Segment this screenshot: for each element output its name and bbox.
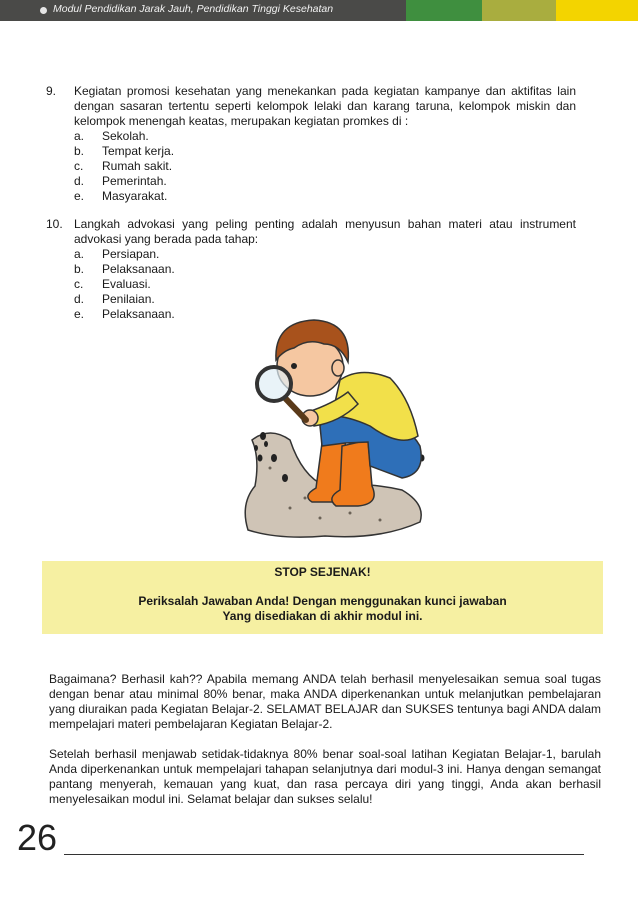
option-e: e. Masyarakat. bbox=[74, 189, 168, 203]
stop-title: STOP SEJENAK! bbox=[274, 565, 371, 579]
question-number: 10. bbox=[46, 217, 63, 231]
option-e: e. Pelaksanaan. bbox=[74, 307, 175, 321]
option-b: b. Pelaksanaan. bbox=[74, 262, 175, 276]
header-bar bbox=[0, 0, 638, 21]
stop-instruction-2: Yang disediakan di akhir modul ini. bbox=[222, 609, 423, 623]
paragraph-2: Setelah berhasil menjawab setidak-tidaknya 80% benar soal-soal latihan Kegiatan Belajar-1, barulah Anda diperkenankan untuk mempelajari tahapan selanjutnya dari modul-3 ini. Hanya dengan semangat pantang menyerah, kemauan yang kuat, dan rasa percaya diri yang tinggi, Anda akan berhasil menyelesaikan modul ini. Selamat belajar dan sukses selalu! bbox=[49, 747, 601, 806]
option-a: a. Sekolah. bbox=[74, 129, 149, 143]
question-9 bbox=[46, 84, 576, 204]
header-yellow-segment bbox=[556, 0, 638, 21]
option-b: b. Tempat kerja. bbox=[74, 144, 175, 158]
footer-divider bbox=[64, 854, 584, 855]
header-green-segment bbox=[406, 0, 482, 21]
bullet-icon bbox=[40, 7, 47, 14]
option-list bbox=[46, 129, 576, 204]
question-10 bbox=[46, 217, 576, 322]
option-a: a. Persiapan. bbox=[74, 247, 160, 261]
option-d: d. Penilaian. bbox=[74, 292, 155, 306]
question-number: 9. bbox=[46, 84, 57, 98]
boy-magnifier-illustration bbox=[230, 308, 440, 540]
header-title: Modul Pendidikan Jarak Jauh, Pendidikan Tinggi Kesehatan bbox=[53, 3, 334, 15]
question-text: Kegiatan promosi kesehatan yang menekankan pada kegiatan kampanye dan aktifitas lain dengan sasaran tertentu seperti kelompok lelaki dan karang taruna, kelompok miskin dan kelompok menengah keatas, merupakan kegiatan promkes di : bbox=[74, 84, 576, 128]
question-text: Langkah advokasi yang peling penting adalah menyusun bahan materi atau instrument advokasi yang berada pada tahap: bbox=[74, 217, 576, 246]
option-d: d. Pemerintah. bbox=[74, 174, 167, 188]
stop-instruction: Periksalah Jawaban Anda! Dengan menggunakan kunci jawaban bbox=[138, 594, 507, 608]
paragraph-1: Bagaimana? Berhasil kah?? Apabila memang ANDA telah berhasil menyelesaikan semua soal tugas dengan benar atau minimal 80% benar, maka ANDA diperkenankan untuk melanjutkan pembelajaran yang diuraikan pada Kegiatan Belajar-2. SELAMAT BELAJAR dan SUKSES tentunya bagi ANDA dalam mempelajari materi pembelajaran Kegiatan Belajar-2. bbox=[49, 672, 601, 731]
page-number: 26 bbox=[17, 817, 58, 858]
option-c: c. Rumah sakit. bbox=[74, 159, 173, 173]
stop-box bbox=[42, 561, 603, 634]
header-olive-segment bbox=[482, 0, 556, 21]
option-c: c. Evaluasi. bbox=[74, 277, 151, 291]
